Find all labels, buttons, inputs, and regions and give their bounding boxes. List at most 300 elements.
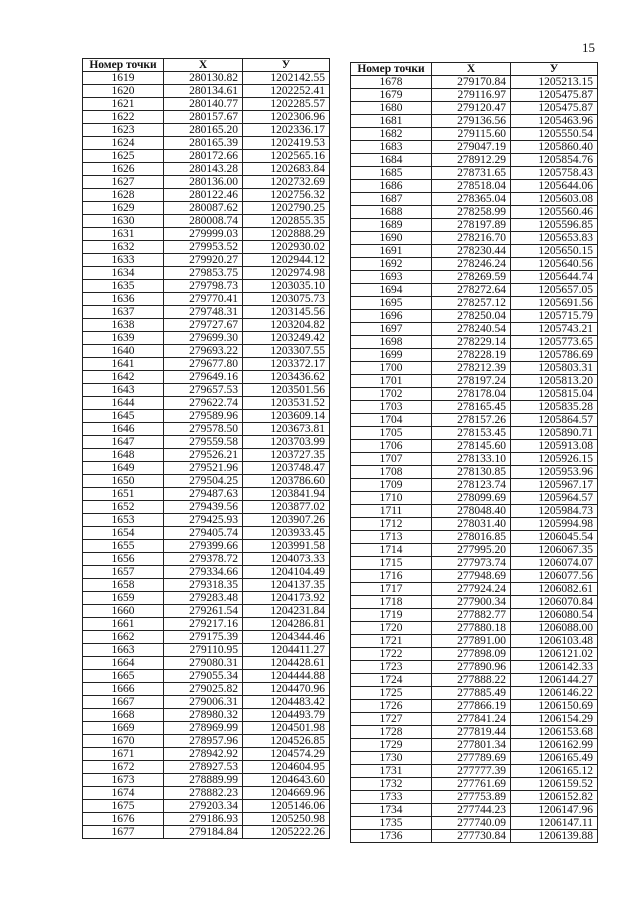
table-row — [351, 557, 598, 570]
y-coordinate-cell: 1202142.55 — [243, 72, 330, 85]
y-coordinate-cell: 1206159.52 — [511, 778, 598, 791]
y-coordinate-cell: 1203531.52 — [243, 397, 330, 410]
x-coordinate-cell: 277882.77 — [432, 609, 511, 622]
table-row — [351, 271, 598, 284]
x-coordinate-cell: 279115.60 — [432, 128, 511, 141]
y-coordinate-cell: 1205644.06 — [511, 180, 598, 193]
x-coordinate-cell: 278250.04 — [432, 310, 511, 323]
x-coordinate-cell: 278216.70 — [432, 232, 511, 245]
x-coordinate-cell: 278197.89 — [432, 219, 511, 232]
x-coordinate-cell: 280143.28 — [164, 163, 243, 176]
table-row — [351, 219, 598, 232]
table-row — [351, 466, 598, 479]
y-coordinate-cell: 1206082.61 — [511, 583, 598, 596]
point-number-cell: 1687 — [351, 193, 432, 206]
point-number-cell: 1664 — [83, 657, 164, 670]
point-number-cell: 1655 — [83, 540, 164, 553]
x-coordinate-cell: 278258.99 — [432, 206, 511, 219]
point-number-cell: 1643 — [83, 384, 164, 397]
table-row — [83, 488, 330, 501]
x-coordinate-cell: 278365.04 — [432, 193, 511, 206]
table-row — [351, 492, 598, 505]
point-number-cell: 1725 — [351, 687, 432, 700]
point-number-cell: 1710 — [351, 492, 432, 505]
y-coordinate-cell: 1205786.69 — [511, 349, 598, 362]
y-coordinate-cell: 1204501.98 — [243, 722, 330, 735]
y-coordinate-cell: 1206147.96 — [511, 804, 598, 817]
x-coordinate-cell: 277948.69 — [432, 570, 511, 583]
table-row — [83, 280, 330, 293]
y-coordinate-cell: 1202756.32 — [243, 189, 330, 202]
x-coordinate-cell: 278145.60 — [432, 440, 511, 453]
y-coordinate-cell: 1205994.98 — [511, 518, 598, 531]
y-coordinate-cell: 1206074.07 — [511, 557, 598, 570]
table-row — [83, 722, 330, 735]
table-row — [351, 89, 598, 102]
point-number-cell: 1619 — [83, 72, 164, 85]
point-number-cell: 1620 — [83, 85, 164, 98]
point-number-cell: 1659 — [83, 592, 164, 605]
table-row — [351, 310, 598, 323]
table-row — [351, 622, 598, 635]
point-number-cell: 1675 — [83, 800, 164, 813]
point-number-cell: 1706 — [351, 440, 432, 453]
point-number-cell: 1732 — [351, 778, 432, 791]
point-number-cell: 1713 — [351, 531, 432, 544]
table-row — [83, 540, 330, 553]
table-row — [351, 687, 598, 700]
point-number-cell: 1718 — [351, 596, 432, 609]
table-row — [351, 817, 598, 830]
point-number-cell: 1691 — [351, 245, 432, 258]
table-row — [351, 102, 598, 115]
point-number-cell: 1730 — [351, 752, 432, 765]
point-number-cell: 1639 — [83, 332, 164, 345]
point-number-cell: 1678 — [351, 76, 432, 89]
table-row — [351, 232, 598, 245]
x-coordinate-cell: 278048.40 — [432, 505, 511, 518]
y-coordinate-cell: 1203991.58 — [243, 540, 330, 553]
x-coordinate-cell: 278257.12 — [432, 297, 511, 310]
x-coordinate-cell: 279136.56 — [432, 115, 511, 128]
x-coordinate-cell: 278153.45 — [432, 427, 511, 440]
point-number-cell: 1627 — [83, 176, 164, 189]
table-row — [351, 674, 598, 687]
point-number-cell: 1694 — [351, 284, 432, 297]
y-coordinate-cell: 1204669.96 — [243, 787, 330, 800]
x-coordinate-cell: 279589.96 — [164, 410, 243, 423]
x-coordinate-cell: 279080.31 — [164, 657, 243, 670]
table-row — [83, 332, 330, 345]
point-number-cell: 1728 — [351, 726, 432, 739]
point-number-cell: 1726 — [351, 700, 432, 713]
x-coordinate-cell: 279920.27 — [164, 254, 243, 267]
point-number-cell: 1676 — [83, 813, 164, 826]
y-coordinate-cell: 1203204.82 — [243, 319, 330, 332]
point-number-cell: 1669 — [83, 722, 164, 735]
point-number-cell: 1622 — [83, 111, 164, 124]
x-coordinate-cell: 280008.74 — [164, 215, 243, 228]
y-coordinate-cell: 1205815.04 — [511, 388, 598, 401]
x-coordinate-cell: 277891.00 — [432, 635, 511, 648]
point-number-cell: 1657 — [83, 566, 164, 579]
point-number-cell: 1727 — [351, 713, 432, 726]
point-number-cell: 1628 — [83, 189, 164, 202]
table-row — [83, 254, 330, 267]
x-coordinate-cell: 278912.29 — [432, 154, 511, 167]
table-row — [83, 657, 330, 670]
x-coordinate-cell: 278882.23 — [164, 787, 243, 800]
x-coordinate-cell: 278969.99 — [164, 722, 243, 735]
point-number-cell: 1668 — [83, 709, 164, 722]
point-number-cell: 1696 — [351, 310, 432, 323]
point-number-cell: 1652 — [83, 501, 164, 514]
point-number-cell: 1647 — [83, 436, 164, 449]
point-number-cell: 1717 — [351, 583, 432, 596]
y-coordinate-cell: 1206142.33 — [511, 661, 598, 674]
coordinates-table-left — [82, 58, 330, 839]
y-coordinate-cell: 1205864.57 — [511, 414, 598, 427]
y-coordinate-cell: 1204604.95 — [243, 761, 330, 774]
point-number-cell: 1624 — [83, 137, 164, 150]
x-coordinate-cell: 279559.58 — [164, 436, 243, 449]
y-coordinate-cell: 1202252.41 — [243, 85, 330, 98]
point-number-cell: 1735 — [351, 817, 432, 830]
table-row — [83, 696, 330, 709]
table-row — [351, 206, 598, 219]
table-row — [83, 436, 330, 449]
table-row — [83, 384, 330, 397]
y-coordinate-cell: 1205603.08 — [511, 193, 598, 206]
y-coordinate-cell: 1205835.28 — [511, 401, 598, 414]
point-number-cell: 1698 — [351, 336, 432, 349]
y-coordinate-cell: 1204574.29 — [243, 748, 330, 761]
point-number-cell: 1660 — [83, 605, 164, 618]
table-row — [351, 713, 598, 726]
table-row — [83, 137, 330, 150]
x-coordinate-cell: 279748.31 — [164, 306, 243, 319]
x-coordinate-cell: 279504.25 — [164, 475, 243, 488]
y-coordinate-cell: 1205463.96 — [511, 115, 598, 128]
x-coordinate-cell: 279526.21 — [164, 449, 243, 462]
point-number-cell: 1697 — [351, 323, 432, 336]
point-number-cell: 1661 — [83, 618, 164, 631]
y-coordinate-cell: 1204444.88 — [243, 670, 330, 683]
point-number-cell: 1673 — [83, 774, 164, 787]
x-coordinate-cell: 278927.53 — [164, 761, 243, 774]
y-coordinate-cell: 1206147.11 — [511, 817, 598, 830]
y-coordinate-cell: 1203075.73 — [243, 293, 330, 306]
x-coordinate-cell: 279261.54 — [164, 605, 243, 618]
table-row — [83, 592, 330, 605]
table-row — [83, 683, 330, 696]
x-coordinate-cell: 279798.73 — [164, 280, 243, 293]
point-number-cell: 1704 — [351, 414, 432, 427]
y-coordinate-cell: 1206150.69 — [511, 700, 598, 713]
coordinates-table-right — [350, 62, 598, 843]
x-coordinate-cell: 279175.39 — [164, 631, 243, 644]
table-row — [83, 501, 330, 514]
x-coordinate-cell: 277819.44 — [432, 726, 511, 739]
y-coordinate-cell: 1205213.15 — [511, 76, 598, 89]
point-number-cell: 1656 — [83, 553, 164, 566]
x-coordinate-cell: 280134.61 — [164, 85, 243, 98]
table-row — [351, 648, 598, 661]
x-coordinate-cell: 279399.66 — [164, 540, 243, 553]
y-coordinate-cell: 1202974.98 — [243, 267, 330, 280]
x-coordinate-cell: 277777.39 — [432, 765, 511, 778]
y-coordinate-cell: 1206067.35 — [511, 544, 598, 557]
point-number-cell: 1723 — [351, 661, 432, 674]
x-coordinate-cell: 278889.99 — [164, 774, 243, 787]
x-coordinate-cell: 278230.44 — [432, 245, 511, 258]
point-number-cell: 1644 — [83, 397, 164, 410]
y-coordinate-cell: 1205860.40 — [511, 141, 598, 154]
y-coordinate-cell: 1205222.26 — [243, 826, 330, 839]
table-row — [351, 128, 598, 141]
y-coordinate-cell: 1206144.27 — [511, 674, 598, 687]
x-coordinate-cell: 280165.20 — [164, 124, 243, 137]
y-coordinate-cell: 1206045.54 — [511, 531, 598, 544]
y-coordinate-cell: 1204344.46 — [243, 631, 330, 644]
point-number-cell: 1729 — [351, 739, 432, 752]
x-coordinate-cell: 277973.74 — [432, 557, 511, 570]
table-row — [83, 735, 330, 748]
table-row — [351, 739, 598, 752]
x-coordinate-cell: 279487.63 — [164, 488, 243, 501]
y-coordinate-cell: 1203307.55 — [243, 345, 330, 358]
y-coordinate-header: У — [511, 63, 598, 76]
table-row — [351, 752, 598, 765]
point-number-cell: 1638 — [83, 319, 164, 332]
table-row — [351, 115, 598, 128]
x-coordinate-cell: 279999.03 — [164, 228, 243, 241]
point-number-cell: 1695 — [351, 297, 432, 310]
point-number-cell: 1690 — [351, 232, 432, 245]
y-coordinate-cell: 1203841.94 — [243, 488, 330, 501]
point-number-cell: 1645 — [83, 410, 164, 423]
y-coordinate-cell: 1205813.20 — [511, 375, 598, 388]
y-coordinate-cell: 1203372.17 — [243, 358, 330, 371]
table-row — [83, 124, 330, 137]
x-coordinate-cell: 279649.16 — [164, 371, 243, 384]
point-number-cell: 1720 — [351, 622, 432, 635]
y-coordinate-cell: 1203703.99 — [243, 436, 330, 449]
point-number-cell: 1734 — [351, 804, 432, 817]
y-coordinate-cell: 1204073.33 — [243, 553, 330, 566]
x-coordinate-cell: 277885.49 — [432, 687, 511, 700]
point-number-cell: 1715 — [351, 557, 432, 570]
x-coordinate-cell: 279677.80 — [164, 358, 243, 371]
y-coordinate-cell: 1205146.06 — [243, 800, 330, 813]
point-number-cell: 1684 — [351, 154, 432, 167]
x-coordinate-cell: 279025.82 — [164, 683, 243, 696]
point-number-cell: 1692 — [351, 258, 432, 271]
y-coordinate-header: У — [243, 59, 330, 72]
x-coordinate-cell: 278942.92 — [164, 748, 243, 761]
point-number-cell: 1701 — [351, 375, 432, 388]
x-coordinate-cell: 279116.97 — [432, 89, 511, 102]
table-row — [351, 427, 598, 440]
y-coordinate-cell: 1203786.60 — [243, 475, 330, 488]
x-coordinate-cell: 277801.34 — [432, 739, 511, 752]
table-row — [351, 596, 598, 609]
table-row — [83, 150, 330, 163]
table-row — [351, 518, 598, 531]
point-number-cell: 1708 — [351, 466, 432, 479]
table-row — [83, 748, 330, 761]
point-number-cell: 1634 — [83, 267, 164, 280]
table-row — [351, 570, 598, 583]
point-number-cell: 1731 — [351, 765, 432, 778]
table-row — [83, 293, 330, 306]
point-number-cell: 1705 — [351, 427, 432, 440]
table-row — [351, 505, 598, 518]
table-row — [351, 804, 598, 817]
x-coordinate-cell: 278269.59 — [432, 271, 511, 284]
y-coordinate-cell: 1206070.84 — [511, 596, 598, 609]
x-coordinate-cell: 279405.74 — [164, 527, 243, 540]
table-row — [351, 388, 598, 401]
point-number-cell: 1711 — [351, 505, 432, 518]
point-number-cell: 1640 — [83, 345, 164, 358]
table-row — [83, 527, 330, 540]
y-coordinate-cell: 1204483.42 — [243, 696, 330, 709]
point-number-cell: 1663 — [83, 644, 164, 657]
x-coordinate-cell: 279184.84 — [164, 826, 243, 839]
y-coordinate-cell: 1203436.62 — [243, 371, 330, 384]
y-coordinate-cell: 1206165.12 — [511, 765, 598, 778]
x-coordinate-cell: 279318.35 — [164, 579, 243, 592]
x-coordinate-cell: 279727.67 — [164, 319, 243, 332]
x-coordinate-cell: 279853.75 — [164, 267, 243, 280]
table-row — [351, 154, 598, 167]
table-row — [351, 700, 598, 713]
point-number-cell: 1707 — [351, 453, 432, 466]
x-coordinate-cell: 280087.62 — [164, 202, 243, 215]
point-number-cell: 1621 — [83, 98, 164, 111]
point-number-cell: 1733 — [351, 791, 432, 804]
x-coordinate-cell: 277753.89 — [432, 791, 511, 804]
table-row — [351, 453, 598, 466]
point-number-cell: 1682 — [351, 128, 432, 141]
x-coordinate-cell: 279578.50 — [164, 423, 243, 436]
y-coordinate-cell: 1205854.76 — [511, 154, 598, 167]
x-coordinate-cell: 277924.24 — [432, 583, 511, 596]
point-number-cell: 1683 — [351, 141, 432, 154]
table-row — [351, 726, 598, 739]
table-row — [83, 111, 330, 124]
table-row — [83, 306, 330, 319]
table-row — [351, 544, 598, 557]
point-number-cell: 1630 — [83, 215, 164, 228]
x-coordinate-cell: 279217.16 — [164, 618, 243, 631]
x-coordinate-cell: 278016.85 — [432, 531, 511, 544]
x-coordinate-cell: 278197.24 — [432, 375, 511, 388]
x-coordinate-cell: 278099.69 — [432, 492, 511, 505]
y-coordinate-cell: 1203748.47 — [243, 462, 330, 475]
table-row — [83, 85, 330, 98]
y-coordinate-cell: 1205743.21 — [511, 323, 598, 336]
y-coordinate-cell: 1205653.83 — [511, 232, 598, 245]
point-number-cell: 1636 — [83, 293, 164, 306]
table-row — [83, 800, 330, 813]
y-coordinate-cell: 1202790.25 — [243, 202, 330, 215]
point-number-cell: 1631 — [83, 228, 164, 241]
y-coordinate-cell: 1205475.87 — [511, 102, 598, 115]
y-coordinate-cell: 1206152.82 — [511, 791, 598, 804]
y-coordinate-cell: 1206088.00 — [511, 622, 598, 635]
table-row — [351, 791, 598, 804]
point-number-cell: 1672 — [83, 761, 164, 774]
x-coordinate-cell: 279622.74 — [164, 397, 243, 410]
table-row — [351, 765, 598, 778]
point-number-cell: 1670 — [83, 735, 164, 748]
y-coordinate-cell: 1205657.05 — [511, 284, 598, 297]
y-coordinate-cell: 1204104.49 — [243, 566, 330, 579]
x-coordinate-cell: 279334.66 — [164, 566, 243, 579]
y-coordinate-cell: 1206162.99 — [511, 739, 598, 752]
x-coordinate-cell: 277866.19 — [432, 700, 511, 713]
x-coordinate-cell: 278957.96 — [164, 735, 243, 748]
y-coordinate-cell: 1202565.16 — [243, 150, 330, 163]
table-row — [351, 583, 598, 596]
point-number-cell: 1635 — [83, 280, 164, 293]
point-number-cell: 1649 — [83, 462, 164, 475]
point-number-header: Номер точки — [351, 63, 432, 76]
table-row — [83, 397, 330, 410]
page-number: 15 — [582, 40, 595, 55]
x-coordinate-cell: 278229.14 — [432, 336, 511, 349]
table-row — [351, 141, 598, 154]
table-row — [351, 362, 598, 375]
table-row — [351, 609, 598, 622]
y-coordinate-cell: 1205640.56 — [511, 258, 598, 271]
y-coordinate-cell: 1203145.56 — [243, 306, 330, 319]
point-number-cell: 1709 — [351, 479, 432, 492]
x-coordinate-cell: 277890.96 — [432, 661, 511, 674]
y-coordinate-cell: 1206080.54 — [511, 609, 598, 622]
y-coordinate-cell: 1204286.81 — [243, 618, 330, 631]
point-number-cell: 1650 — [83, 475, 164, 488]
x-coordinate-cell: 277995.20 — [432, 544, 511, 557]
y-coordinate-cell: 1202732.69 — [243, 176, 330, 189]
y-coordinate-cell: 1203609.14 — [243, 410, 330, 423]
y-coordinate-cell: 1203727.35 — [243, 449, 330, 462]
y-coordinate-cell: 1206154.29 — [511, 713, 598, 726]
point-number-cell: 1671 — [83, 748, 164, 761]
table-row — [83, 176, 330, 189]
table-row — [83, 813, 330, 826]
x-coordinate-cell: 280157.67 — [164, 111, 243, 124]
x-coordinate-header: X — [432, 63, 511, 76]
table-row — [83, 605, 330, 618]
table-row — [83, 410, 330, 423]
x-coordinate-cell: 279006.31 — [164, 696, 243, 709]
x-coordinate-cell: 277841.24 — [432, 713, 511, 726]
x-coordinate-cell: 279378.72 — [164, 553, 243, 566]
point-number-cell: 1716 — [351, 570, 432, 583]
y-coordinate-cell: 1206153.68 — [511, 726, 598, 739]
point-number-cell: 1662 — [83, 631, 164, 644]
table-row — [83, 449, 330, 462]
x-coordinate-cell: 277789.69 — [432, 752, 511, 765]
x-coordinate-cell: 277730.84 — [432, 830, 511, 843]
x-coordinate-cell: 278031.40 — [432, 518, 511, 531]
x-coordinate-cell: 277761.69 — [432, 778, 511, 791]
x-coordinate-cell: 278133.10 — [432, 453, 511, 466]
point-number-cell: 1680 — [351, 102, 432, 115]
